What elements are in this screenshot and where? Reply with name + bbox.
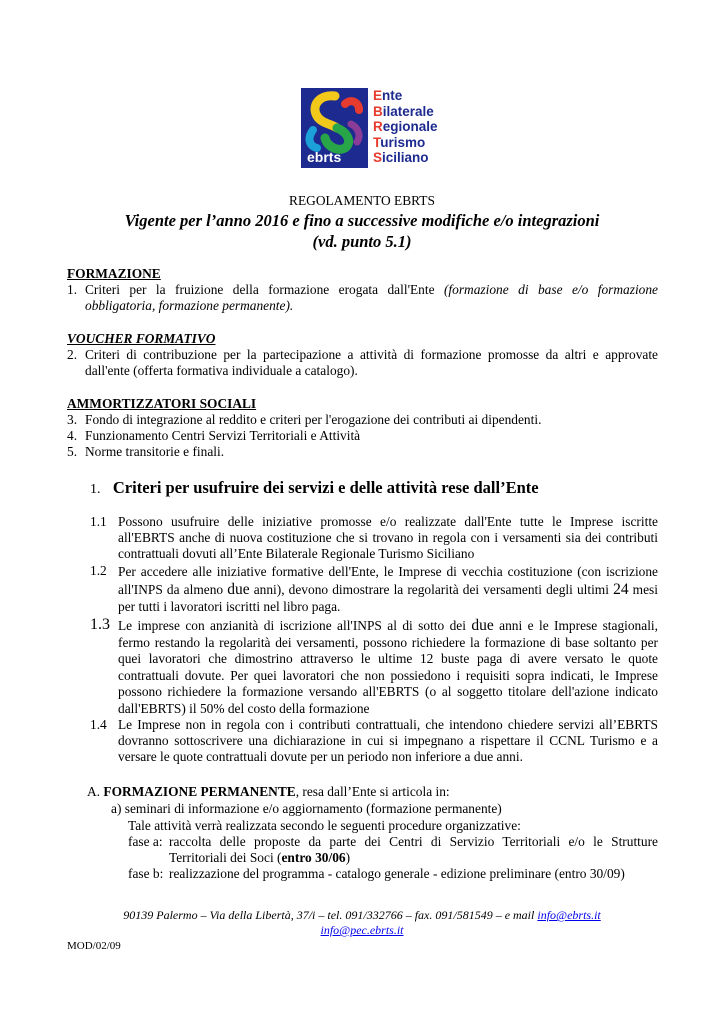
logo-line: Regionale [373,119,438,135]
paragraph-1-4 [90,717,658,766]
paragraph-number: 1.2 [90,563,107,578]
section-a-intro: Tale attività verrà realizzata secondo le seguenti procedure organizzative: [128,818,521,833]
item-text: Fondo di integrazione al reddito e criteri per l'erogazione dei contributi ai dipendenti. [85,412,542,427]
fase-text: raccolta delle proposte da parte dei Centri di Servizio Territoriali e/o le Strutture Territoriali dei Soci (entro 30/06) [169,834,658,866]
paragraph-1-1 [90,514,658,563]
paragraph-text: Possono usufruire delle iniziative promosse e/o realizzate dall'Ente tutte le Imprese iscritte all'EBRTS anche di nuova costituzione che si trovano in regola con i versamenti sia dei contributi contrattuali dovuti all’Ente Bilaterale Regionale Turismo Siciliano [118,514,658,562]
heading-ammortizzatori-sociali: AMMORTIZZATORI SOCIALI [67,396,257,411]
item-text: Criteri per la fruizione della formazione erogata dall'Ente (formazione di base e/o formazione obbligatoria, formazione permanente). [85,282,659,314]
fase-label: fase b: [128,866,164,881]
section-a-heading: A. FORMAZIONE PERMANENTE, resa dall’Ente si articola in: [87,784,450,799]
heading-formazione: FORMAZIONE [67,266,161,281]
list-item-3 [67,412,658,428]
paragraph-1-2 [90,563,658,616]
item-number: 5. [67,444,78,459]
paragraph-number: 1.3 [90,616,110,633]
paragraph-number: 1.4 [90,717,107,732]
document-code: MOD/02/09 [67,940,121,952]
logo-line: Siciliano [373,150,429,166]
document-title: REGOLAMENTO EBRTS [289,193,435,208]
paragraph-text: Per accedere alle iniziative formative dell'Ente, le Imprese di vecchia costituzione (con iscrizione all'INPS da almeno due anni), devono dimostrare la regolarità dei versamenti degli ultimi 24 mesi per tutti i lavoratori iscritti nel libro paga. [118,564,658,614]
item-number: 1. [67,282,78,297]
logo-line: Bilaterale [373,103,434,119]
logo-wordmark [373,88,438,166]
section-1-heading [90,478,539,500]
fase-text: realizzazione del programma - catalogo generale - edizione preliminare (entro 30/09) [169,866,625,881]
logo-brand-word: ebrts [307,149,342,165]
paragraph-text: Le imprese con anzianità di iscrizione all'INPS al di sotto dei due anni e le Imprese stagionali, fermo restando la regolarità dei versamenti, possono richiedere la formazione di base soltanto per quei lavoratori che dimostrino attraverso le ultime 12 buste paga di avere versato le quote contrattuali dovute. Per quei lavoratori che non possiedono i requisiti sopra indicati, le Imprese possono richiedere la formazione versando all'EBRTS (o al soggetto titolare dell'azione indicato dall'EBRTS) il 50% del costo della formazione [118,617,658,716]
fase-b [128,866,658,882]
section-title: Criteri per usufruire dei servizi e delle attività rese dall’Ente [112,478,539,497]
list-item-1 [67,282,658,314]
paragraph-number: 1.1 [90,514,107,529]
item-number: 4. [67,428,78,443]
logo-line: Turismo [373,134,426,150]
logo-line: Ente [373,88,403,103]
footer-pec-link[interactable]: info@pec.ebrts.it [320,923,404,937]
paragraph-text: Le Imprese non in regola con i contributi contrattuali, che intendono chiedere servizi all’EBRTS dovranno sottoscrivere una dichiarazione in cui si impegnano a rispettare il CCNL Turismo e a versare le quote contrattuali dovute per un periodo non inferiore a due anni. [118,717,658,765]
fase-label: fase a: [128,834,163,849]
item-number: 3. [67,412,78,427]
section-a-item-a: a) seminari di informazione e/o aggiornamento (formazione permanente) [111,801,502,816]
fase-a [128,834,658,866]
list-item-4 [67,428,658,444]
paragraph-1-3 [90,618,658,718]
list-item-2 [67,347,658,379]
heading-voucher-formativo: VOUCHER FORMATIVO [67,331,216,346]
document-subtitle: Vigente per l’anno 2016 e fino a successive modifiche e/o integrazioni [124,211,600,230]
item-text: Criteri di contribuzione per la partecipazione a attività di formazione promosse da altri e approvate dall'ente (offerta formativa individuale a catalogo). [85,347,658,379]
item-text: Norme transitorie e finali. [85,444,225,459]
list-item-5 [67,444,658,460]
item-text: Funzionamento Centri Servizi Territoriali e Attività [85,428,361,443]
footer-address-text: 90139 Palermo – Via della Libertà, 37/i – tel. 091/332766 – fax. 091/581549 – e mail [123,908,535,922]
footer-pec [0,923,724,938]
footer-address [0,908,724,923]
document-subtitle-note: (vd. punto 5.1) [312,232,412,251]
ebrts-logo [301,88,368,168]
section-number: 1. [90,482,101,497]
footer-email-link[interactable]: info@ebrts.it [537,908,601,922]
item-number: 2. [67,347,78,362]
